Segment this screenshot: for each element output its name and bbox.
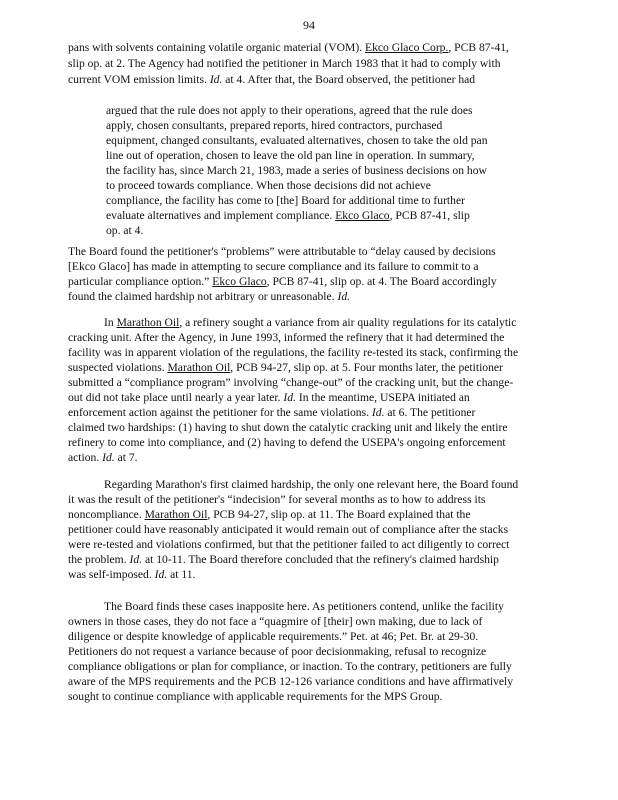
id-citation: Id. <box>154 568 168 581</box>
paragraph-1-line-3: current VOM emission limits. Id. at 4. After that, the Board observed, the petitioner had <box>68 73 476 86</box>
block-quote-line-3: equipment, changed consultants, evaluated alternatives, chosen to take the old pan <box>106 134 488 147</box>
paragraph-4-line-1: Regarding Marathon's first claimed hardship, the only one relevant here, the Board found <box>104 478 519 491</box>
paragraph-2-line-2: [Ekco Glaco] has made in attempting to secure compliance and its failure to commit to a <box>68 260 479 273</box>
paragraph-3-line-6: out did not take place until nearly a year later. Id. In the meantime, USEPA initiated an <box>68 391 470 404</box>
block-quote-line-9: op. at 4. <box>106 224 144 237</box>
paragraph-5-line-2: owners in those cases, they do not face a “quagmire of [their] own making, due to lack of <box>68 615 483 628</box>
paragraph-2-line-3: particular compliance option.” Ekco Glaco, PCB 87-41, slip op. at 4. The Board accordingly <box>68 275 497 288</box>
paragraph-4-line-4: petitioner could have reasonably anticipated it would remain out of compliance after the stacks <box>68 523 509 536</box>
id-citation: Id. <box>283 391 296 404</box>
block-quote-line-1: argued that the rule does not apply to their operations, agreed that the rule does <box>106 104 473 117</box>
paragraph-3-line-5: submitted a “compliance program” involving “change-out” of the cracking unit, but the change- <box>68 376 514 389</box>
block-quote-line-8: evaluate alternatives and implement compliance. Ekco Glaco, PCB 87-41, slip <box>106 209 470 222</box>
paragraph-5-line-3: diligence or despite knowledge of applicable requirements.” Pet. at 46; Pet. Br. at 29-30. <box>68 630 479 643</box>
block-quote-line-4: line out of operation, chosen to leave the old pan line in operation. In summary, <box>106 149 475 162</box>
paragraph-2-line-1: The Board found the petitioner's “problems” were attributable to “delay caused by decisions <box>68 245 496 258</box>
paragraph-3-line-7: enforcement action against the petitioner for the same violations. Id. at 6. The petitioner <box>68 406 476 419</box>
case-citation: Marathon Oil <box>167 361 231 374</box>
case-citation: Ekco Glaco Corp. <box>364 41 449 54</box>
paragraph-3-line-8: claimed two hardships: (1) having to shut down the catalytic cracking unit and likely the entire <box>68 421 508 434</box>
paragraph-2-line-4: found the claimed hardship not arbitrary or unreasonable. Id. <box>68 290 351 303</box>
case-citation: Ekco Glaco <box>212 275 267 288</box>
block-quote-line-5: the facility has, since March 21, 1983, made a series of business decisions on how <box>106 164 487 177</box>
paragraph-5-line-7: sought to continue compliance with applicable requirements for the MPS Group. <box>68 690 443 703</box>
paragraph-3-line-2: cracking unit. After the Agency, in June 1993, informed the refinery that it had determined the <box>68 331 505 344</box>
paragraph-3-line-1: In Marathon Oil, a refinery sought a variance from air quality regulations for its catalytic <box>104 316 517 329</box>
paragraph-4-line-6: the problem. Id. at 10-11. The Board therefore concluded that the refinery's claimed hardship <box>68 553 499 566</box>
paragraph-1-line-1: pans with solvents containing volatile organic material (VOM). Ekco Glaco Corp., PCB 87-41, <box>68 41 509 54</box>
case-citation: Marathon Oil <box>144 508 208 521</box>
case-citation: Marathon Oil <box>116 316 180 329</box>
paragraph-3-line-4: suspected violations. Marathon Oil, PCB 94-27, slip op. at 5. Four months later, the petitioner <box>68 361 503 374</box>
id-citation: Id. <box>129 553 143 566</box>
paragraph-5-line-1: The Board finds these cases inapposite here. As petitioners contend, unlike the facility <box>104 600 504 613</box>
paragraph-1-line-2: slip op. at 2. The Agency had notified the petitioner in March 1983 that it had to comply with <box>68 57 501 70</box>
paragraph-3-line-3: facility was in apparent violation of the regulations, the facility re-tested its stack, confirming the <box>68 346 519 359</box>
page-number: 94 <box>303 18 315 32</box>
case-citation: Ekco Glaco <box>335 209 390 222</box>
id-citation: Id. <box>337 290 351 303</box>
paragraph-4-line-7: was self-imposed. Id. at 11. <box>68 568 196 581</box>
id-citation: Id. <box>209 73 223 86</box>
paragraph-5-line-4: Petitioners do not request a variance because of poor decisionmaking, refusal to recognize <box>68 645 487 658</box>
block-quote-line-7: compliance, the facility has come to [the] Board for additional time to further <box>106 194 465 207</box>
block-quote-line-6: to proceed towards compliance. When those decisions did not achieve <box>106 179 431 192</box>
id-citation: Id. <box>371 406 385 419</box>
block-quote-line-2: apply, chosen consultants, prepared reports, hired contractors, purchased <box>106 119 443 132</box>
id-citation: Id. <box>102 451 115 464</box>
paragraph-3-line-10: action. Id. at 7. <box>68 451 138 464</box>
paragraph-5-line-6: aware of the MPS requirements and the PCB 12-126 variance conditions and have affirmatively <box>68 675 514 688</box>
paragraph-4-line-5: were re-tested and violations confirmed, but that the petitioner failed to act diligently to correct <box>68 538 510 551</box>
paragraph-4-line-3: noncompliance. Marathon Oil, PCB 94-27, slip op. at 11. The Board explained that the <box>68 508 471 521</box>
paragraph-4-line-2: it was the result of the petitioner's “indecision” for several months as to how to address its <box>68 493 486 506</box>
paragraph-3-line-9: refinery to come into compliance, and (2) having to defend the USEPA's ongoing enforcement <box>68 436 506 449</box>
paragraph-5-line-5: compliance obligations or plan for compliance, or inaction. To the contrary, petitioners are fully <box>68 660 512 673</box>
